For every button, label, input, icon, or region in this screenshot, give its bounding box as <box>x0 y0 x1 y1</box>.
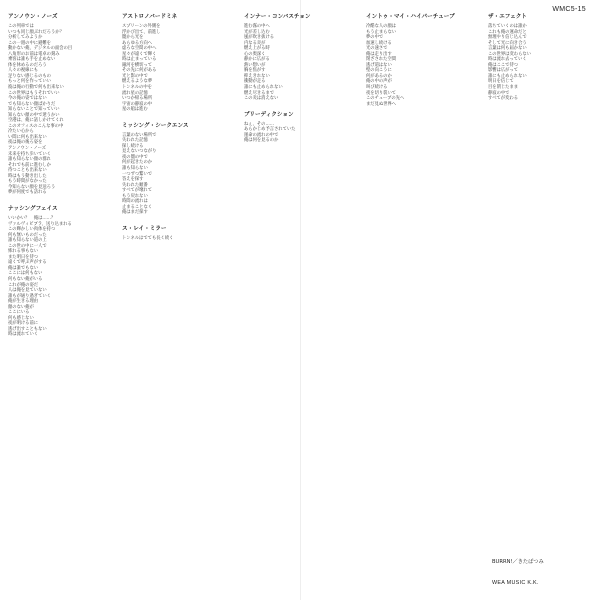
song-lyrics: 冷酷な人の顔は もう止まらない 夢の中で 加速し続ける 光の速さで 俺は走り出す 閉ざされた空間 逃げ道はない 壁の向こうに 何があるのか 俺の中の声が 叫び続ける 夜を切り裂いて このチューブの先へ まだ見ぬ世界へ <box>366 24 405 107</box>
song-title: アストロノバードミネ <box>122 14 178 20</box>
song-title: ブリーディクション <box>244 111 294 118</box>
song-lyrics: この列車では いつも同じ顔ぶれだろうか？ 分析してみようか この一週の中に避難を 動かない俺、デジタルの面会の目 八角形のお前は電卓の刻み 乗客は誰も手を止めない 体を休めるのだろう 人々の視線にも 足りない感じるのもの もっと何を作っていい 彼は俺の行動で何も出来ない この世界はもうそれでいい 今の俺の姿ではない でも知らない顔ばかりだ 知らないことで知っていい 知らない顔の中で迷うかい 空港は、俺に話しかけてくれ このオフィスのこんな事の中 冷たい心から い間に何も出来ない 夜は俺の後ろ姿を アンノウン・ノーズ 未来を持ち歩いていく 誰も知らない顔の群れ それでも前に進むしか 待つことも出来ない 時はもう動き出した もう時間がなかった 今知らない顔を見送ろう 夢が何度でも訪れる <box>8 24 73 196</box>
song-title: ミッシング・シークエンス <box>122 122 189 129</box>
song-title: ス・レイ・ミラー <box>122 225 167 232</box>
lyrics-column-4 <box>366 14 471 580</box>
lyrics-column-2 <box>122 14 227 580</box>
song-block <box>488 14 593 102</box>
song-title: ナッシングフェイス <box>8 205 58 212</box>
song-title: アンノウン・ノーズ <box>8 14 58 20</box>
song-block <box>122 226 227 242</box>
song-block <box>122 123 227 216</box>
label-credit: WEA MUSIC K.K. <box>492 580 539 586</box>
song-lyrics: 落ちていくのは誰か これも俺の運命だと 無理やり信じ込んで そして光に向き合う 言葉は何も届かない この世界は変わらない 時は流れ去っていく 俺はここで待つ 影響は広がって 誰にも止められない 明日を信じて 目を閉じたまま 静寂の中で すべてが変わる <box>488 24 531 102</box>
song-lyrics: トンネルはでても長く続く <box>122 235 174 241</box>
song-lyrics: ねぇ、その…… あらかじめ予言されていた 運命の流れの中で 俺は何を見るのか <box>244 121 296 144</box>
song-title: インナー・コンバスチョン <box>244 14 311 20</box>
song-lyrics: いいかい？ 俺は……？ ヴァルヴィビブラ、送り込まれる この輝かしい肉体を持つ 何も無いものだった 誰も知らない道の上 この世の中に一人で 怖れる事もない また明日を待つ 遠くで呼ぶ声がする 俺は誰でもない ここには何もない 何もない俺がいる これが俺の姿だ 人は俺を見ていない 誰もが通り過ぎていく 俺が生きる理由 顔のない俺が ここにいる 何も感じない 夜が明ける前に 逃げ出すこともない 時は流れていく <box>8 215 72 338</box>
translation-credit: BURRN!／きたぱつみ <box>492 559 544 565</box>
song-block <box>244 14 349 102</box>
catalog-number: WMC5-15 <box>552 6 586 13</box>
song-title: イントゥ・マイ・ハイパーチューブ <box>366 14 455 20</box>
lyrics-column-5 <box>488 14 593 580</box>
lyrics-column-3 <box>244 14 349 580</box>
lyrics-column-1 <box>8 14 113 580</box>
song-lyrics: 言葉のない場所で 失われた記憶 探し続ける 見えないつながり 夜の闇の中で 何が起きたのか 誰も知らない 一つずつ繋いで 答えを探す 失われた順番 すべてが壊れて もう戻れない 時間の流れは 止まることなく 俺はまだ探す <box>122 132 157 216</box>
song-lyrics: 進む霧の中へ 光が差し込む 風が吹き抜ける 内なる炎が 燃え上がる時 心の奥深く 静かに広がる 熱い想いが 胸を焦がす 抑えきれない 衝動が走る 誰にも止められない 燃え尽きるまで この炎は消えない <box>244 24 283 102</box>
song-block <box>8 14 113 196</box>
song-title: ザ・エフェクト <box>488 14 527 20</box>
song-block <box>366 14 471 107</box>
song-block <box>244 112 349 144</box>
song-block <box>8 206 113 338</box>
song-block <box>122 14 227 113</box>
song-lyrics: スプリーンの外側を 浮かび出て、前進し 闇から光を あらゆる方向へ 虚ろな空間の中へ 星々が遠くで輝く 時は止まっている 銀河を横切って その先に何がある 光と影の中で 燃えるような夢 トンネルの中を 流れ星の記憶 いつか帰る場所 宇宙の静寂の中 星の船は進む <box>122 24 161 113</box>
